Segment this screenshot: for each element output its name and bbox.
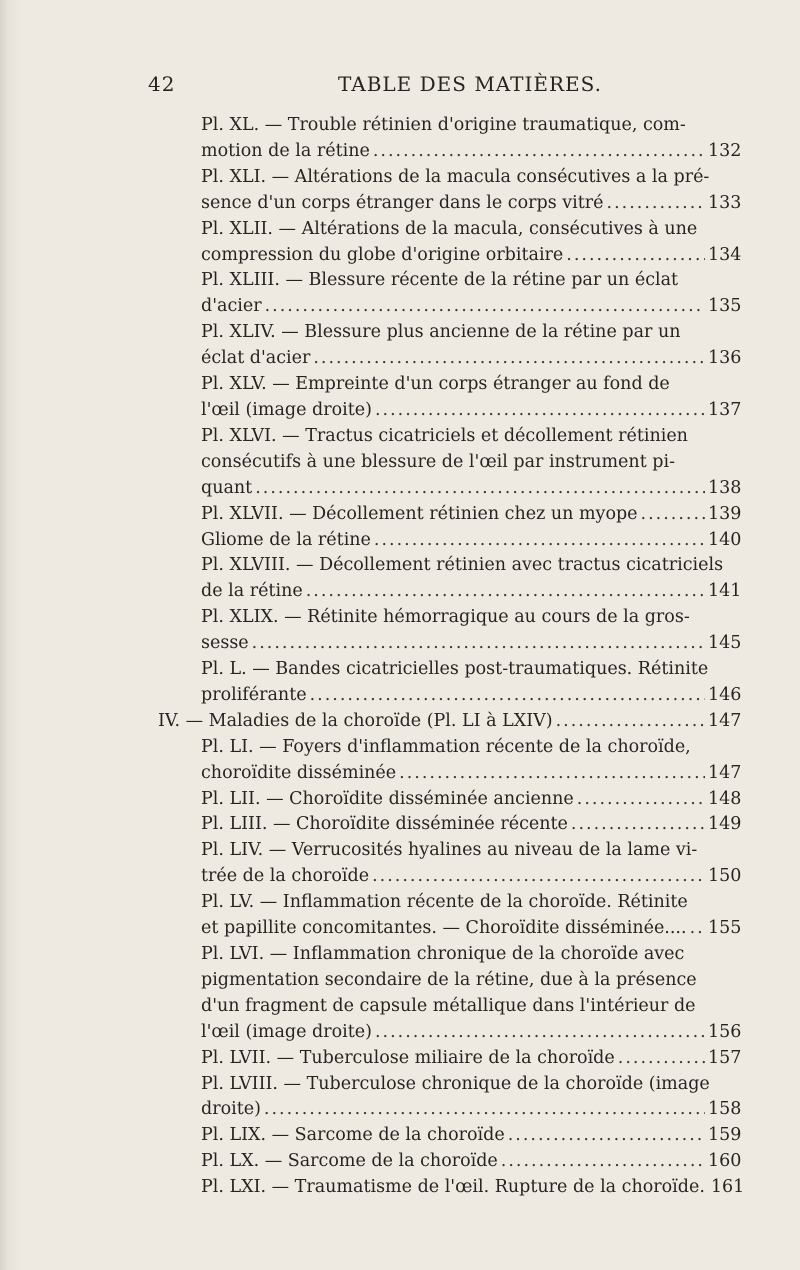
toc-entry-text: Pl. LIV. — Verrucosités hyalines au niveau de la lame vi- — [201, 840, 698, 861]
toc-entry-continuation — [158, 1097, 740, 1123]
toc-entry-continuation — [158, 191, 740, 217]
toc-entry-text: Pl. XLIX. — Rétinite hémorragique au cours de la gros- — [201, 607, 690, 628]
toc-entry-text: Pl. LX. — Sarcome de la choroïde — [201, 1151, 498, 1172]
dot-leader — [375, 398, 705, 424]
dot-leader — [508, 1123, 705, 1149]
toc-entry-continuation — [158, 761, 740, 787]
toc-entry-text: Pl. L. — Bandes cicatricielles post-traumatiques. Rétinite — [201, 659, 709, 680]
dot-leader — [607, 191, 706, 217]
dot-leader — [310, 683, 705, 709]
toc-entry-text: trée de la choroïde — [201, 866, 370, 887]
toc-entry-text: Pl. LVIII. — Tuberculose chronique de la choroïde (image — [201, 1073, 710, 1094]
toc-entry-text: Pl. LIII. — Choroïdite disséminée récente — [201, 814, 568, 835]
toc-page-number: 147 — [708, 762, 742, 783]
dot-leader — [501, 1149, 705, 1175]
toc-page-number: 138 — [708, 477, 742, 498]
toc-entry-continuation — [158, 476, 740, 502]
dot-leader — [252, 631, 705, 657]
toc-entry-line — [158, 502, 740, 528]
toc-entry-continuation — [158, 450, 740, 476]
dot-leader — [556, 709, 705, 735]
toc-entry — [158, 528, 740, 554]
toc-entry-text: d'un fragment de capsule métallique dans l'intérieur de — [201, 995, 696, 1016]
dot-leader — [641, 502, 705, 528]
dot-leader — [313, 346, 705, 372]
toc-entry-line — [158, 942, 740, 968]
dot-leader — [399, 761, 705, 787]
toc-entry — [158, 1175, 745, 1201]
toc-entry-line — [158, 838, 740, 864]
toc-page-number: 146 — [708, 684, 742, 705]
toc-entry-text: motion de la rétine — [201, 140, 370, 161]
toc-entry-continuation — [158, 346, 740, 372]
toc-entry-text: Pl. XLVI. — Tractus cicatriciels et décollement rétinien — [201, 425, 688, 446]
toc-entry-text: Gliome de la rétine — [201, 529, 371, 550]
toc-entry-continuation — [158, 916, 740, 942]
page-number: 42 — [148, 72, 176, 96]
toc-entry-text: Pl. LI. — Foyers d'inflammation récente de la choroïde, — [201, 736, 691, 757]
toc-page-number: 161 — [710, 1177, 745, 1198]
toc-entry-text: pigmentation secondaire de la rétine, due à la présence — [201, 969, 697, 990]
toc-page-number: 156 — [708, 1021, 742, 1042]
toc-page-number: 141 — [708, 581, 742, 602]
dot-leader — [690, 916, 705, 942]
toc-entry-continuation — [158, 683, 740, 709]
toc-entry — [158, 890, 740, 942]
toc-entry-continuation — [158, 398, 740, 424]
page-title: TABLE DES MATIÈRES. — [338, 72, 602, 96]
toc-page-number: 137 — [708, 399, 742, 420]
toc-entry — [158, 1149, 740, 1175]
toc-entry-line — [158, 424, 740, 450]
toc-entry-line — [158, 1123, 740, 1149]
toc-entry-text: Pl. XLIII. — Blessure récente de la rétine par un éclat — [201, 270, 679, 291]
toc-entry-line — [158, 1149, 740, 1175]
toc-entry-line — [158, 553, 740, 579]
toc-page-number: 133 — [708, 192, 742, 213]
toc-entry-text: consécutifs à une blessure de l'œil par instrument pi- — [201, 451, 675, 472]
toc-entry-text: Pl. XL. — Trouble rétinien d'origine traumatique, com- — [201, 115, 686, 135]
toc-page-number: 150 — [708, 866, 742, 887]
toc-page-number: 159 — [708, 1125, 742, 1146]
toc-entry — [158, 217, 740, 269]
toc-entry — [158, 812, 740, 838]
toc-entry-text: quant — [201, 477, 253, 498]
toc-entry-text: Pl. XLV. — Empreinte d'un corps étranger au fond de — [201, 374, 670, 395]
toc-entry-text: l'œil (image droite) — [201, 1021, 372, 1042]
dot-leader — [566, 243, 705, 269]
dot-leader — [255, 476, 705, 502]
toc-entry — [158, 605, 740, 657]
dot-leader — [375, 1020, 705, 1046]
dot-leader — [577, 787, 705, 813]
toc-entry-line — [158, 890, 740, 916]
toc-entry-text: l'œil (image droite) — [201, 399, 372, 420]
dot-leader — [618, 1046, 705, 1072]
toc-page-number: 145 — [708, 633, 742, 654]
toc-entry-continuation — [158, 1020, 740, 1046]
toc-entry-line — [158, 113, 740, 139]
toc-entry-line — [158, 605, 740, 631]
toc-entry-text: sence d'un corps étranger dans le corps vitré — [201, 192, 604, 213]
toc-entry — [158, 113, 740, 165]
toc-entry-text: Pl. LV. — Inflammation récente de la choroïde. Rétinite — [201, 892, 688, 913]
toc-entry-text: Pl. LIX. — Sarcome de la choroïde — [201, 1125, 505, 1146]
toc-entry-continuation — [158, 294, 740, 320]
toc-entry-text: IV. — Maladies de la choroïde (Pl. LI à LXIV) — [158, 710, 553, 731]
dot-leader — [264, 1097, 705, 1123]
toc-entry-continuation — [158, 994, 740, 1020]
toc-entry-text: et papillite concomitantes. — Choroïdite disséminée.... — [201, 918, 687, 939]
toc-entry-text: Pl. XLVII. — Décollement rétinien chez un myope — [201, 503, 638, 524]
running-header — [0, 72, 800, 100]
toc-page-number: 136 — [708, 348, 742, 369]
toc-entry — [158, 1072, 740, 1124]
toc-entry-text: d'acier — [201, 296, 262, 317]
toc-page-number: 155 — [708, 918, 742, 939]
toc-entry-line — [158, 268, 740, 294]
toc-entry-text: Pl. XLII. — Altérations de la macula, consécutives à une — [201, 218, 698, 239]
toc-entry — [158, 942, 740, 1046]
toc-entry — [158, 838, 740, 890]
toc-entry-line — [158, 217, 740, 243]
toc-entry-text: proliférante — [201, 684, 307, 705]
dot-leader — [265, 294, 705, 320]
toc-page-number: 134 — [708, 244, 742, 265]
toc-page-number: 147 — [708, 710, 742, 731]
toc-page-number: 149 — [708, 814, 742, 835]
dot-leader — [306, 579, 705, 605]
toc-entry — [158, 502, 740, 528]
toc-entry-continuation — [158, 968, 740, 994]
toc-entry-line — [158, 657, 740, 683]
toc-entry-text: Pl. LXI. — Traumatisme de l'œil. Rupture de la choroïde. — [201, 1177, 705, 1198]
toc-page-number: 140 — [708, 529, 742, 550]
toc-page-number: 157 — [708, 1047, 742, 1068]
toc-page-number: 135 — [708, 296, 742, 317]
toc-entry-line — [158, 165, 740, 191]
toc-entry-text: Pl. LII. — Choroïdite disséminée ancienne — [201, 788, 574, 809]
dot-leader — [372, 864, 705, 890]
toc-entry-text: Pl. LVI. — Inflammation chronique de la choroïde avec — [201, 944, 685, 964]
toc-entry-line — [158, 320, 740, 346]
toc-entry-continuation — [158, 579, 740, 605]
toc-entry-text: compression du globe d'origine orbitaire — [201, 244, 564, 265]
dot-leader — [373, 139, 705, 165]
toc-entry — [158, 1123, 740, 1149]
toc-entry — [158, 320, 740, 372]
toc-entry-text: éclat d'acier — [201, 348, 311, 369]
toc-entry-text: Pl. LVII. — Tuberculose miliaire de la choroïde — [201, 1047, 615, 1068]
toc-page-number: 132 — [708, 140, 742, 161]
toc-page-number: 158 — [708, 1099, 742, 1120]
toc-entry-text: choroïdite disséminée — [201, 762, 397, 783]
toc-entry-continuation — [158, 243, 740, 269]
toc-entry-line — [158, 812, 740, 838]
toc-page-number: 139 — [708, 503, 742, 524]
toc-entry — [158, 1046, 740, 1072]
toc-entry-text: Pl. XLVIII. — Décollement rétinien avec tractus cicatriciels — [201, 555, 724, 576]
toc-entry-text: de la rétine — [201, 581, 303, 602]
toc-entry-line — [158, 1046, 740, 1072]
toc-entry-text: Pl. XLI. — Altérations de la macula consécutives a la pré- — [201, 166, 710, 187]
toc-entry — [158, 553, 740, 605]
toc-entry-line — [158, 735, 740, 761]
toc-page-number: 160 — [708, 1151, 742, 1172]
toc-entry-line — [158, 709, 740, 735]
toc-entry-text: droite) — [201, 1099, 261, 1120]
toc-entry — [158, 424, 740, 502]
toc-entry — [158, 268, 740, 320]
toc-entry — [158, 372, 740, 424]
toc-entry — [158, 657, 740, 709]
toc-entry-continuation — [158, 631, 740, 657]
toc-entry-line — [158, 787, 740, 813]
table-of-contents — [158, 113, 745, 1201]
toc-section-heading — [158, 709, 740, 735]
toc-entry-line — [158, 372, 740, 398]
toc-entry-text: sesse — [201, 633, 249, 654]
dot-leader — [571, 812, 705, 838]
toc-entry — [158, 787, 740, 813]
toc-page-number: 148 — [708, 788, 742, 809]
toc-entry-continuation — [158, 864, 740, 890]
toc-entry-line — [158, 528, 740, 554]
toc-entry — [158, 165, 740, 217]
dot-leader — [374, 528, 705, 554]
toc-entry-continuation — [158, 139, 740, 165]
toc-entry-text: Pl. XLIV. — Blessure plus ancienne de la rétine par un — [201, 322, 681, 343]
toc-entry-line — [158, 1072, 740, 1098]
toc-entry — [158, 735, 740, 787]
toc-entry-line — [158, 1175, 745, 1201]
